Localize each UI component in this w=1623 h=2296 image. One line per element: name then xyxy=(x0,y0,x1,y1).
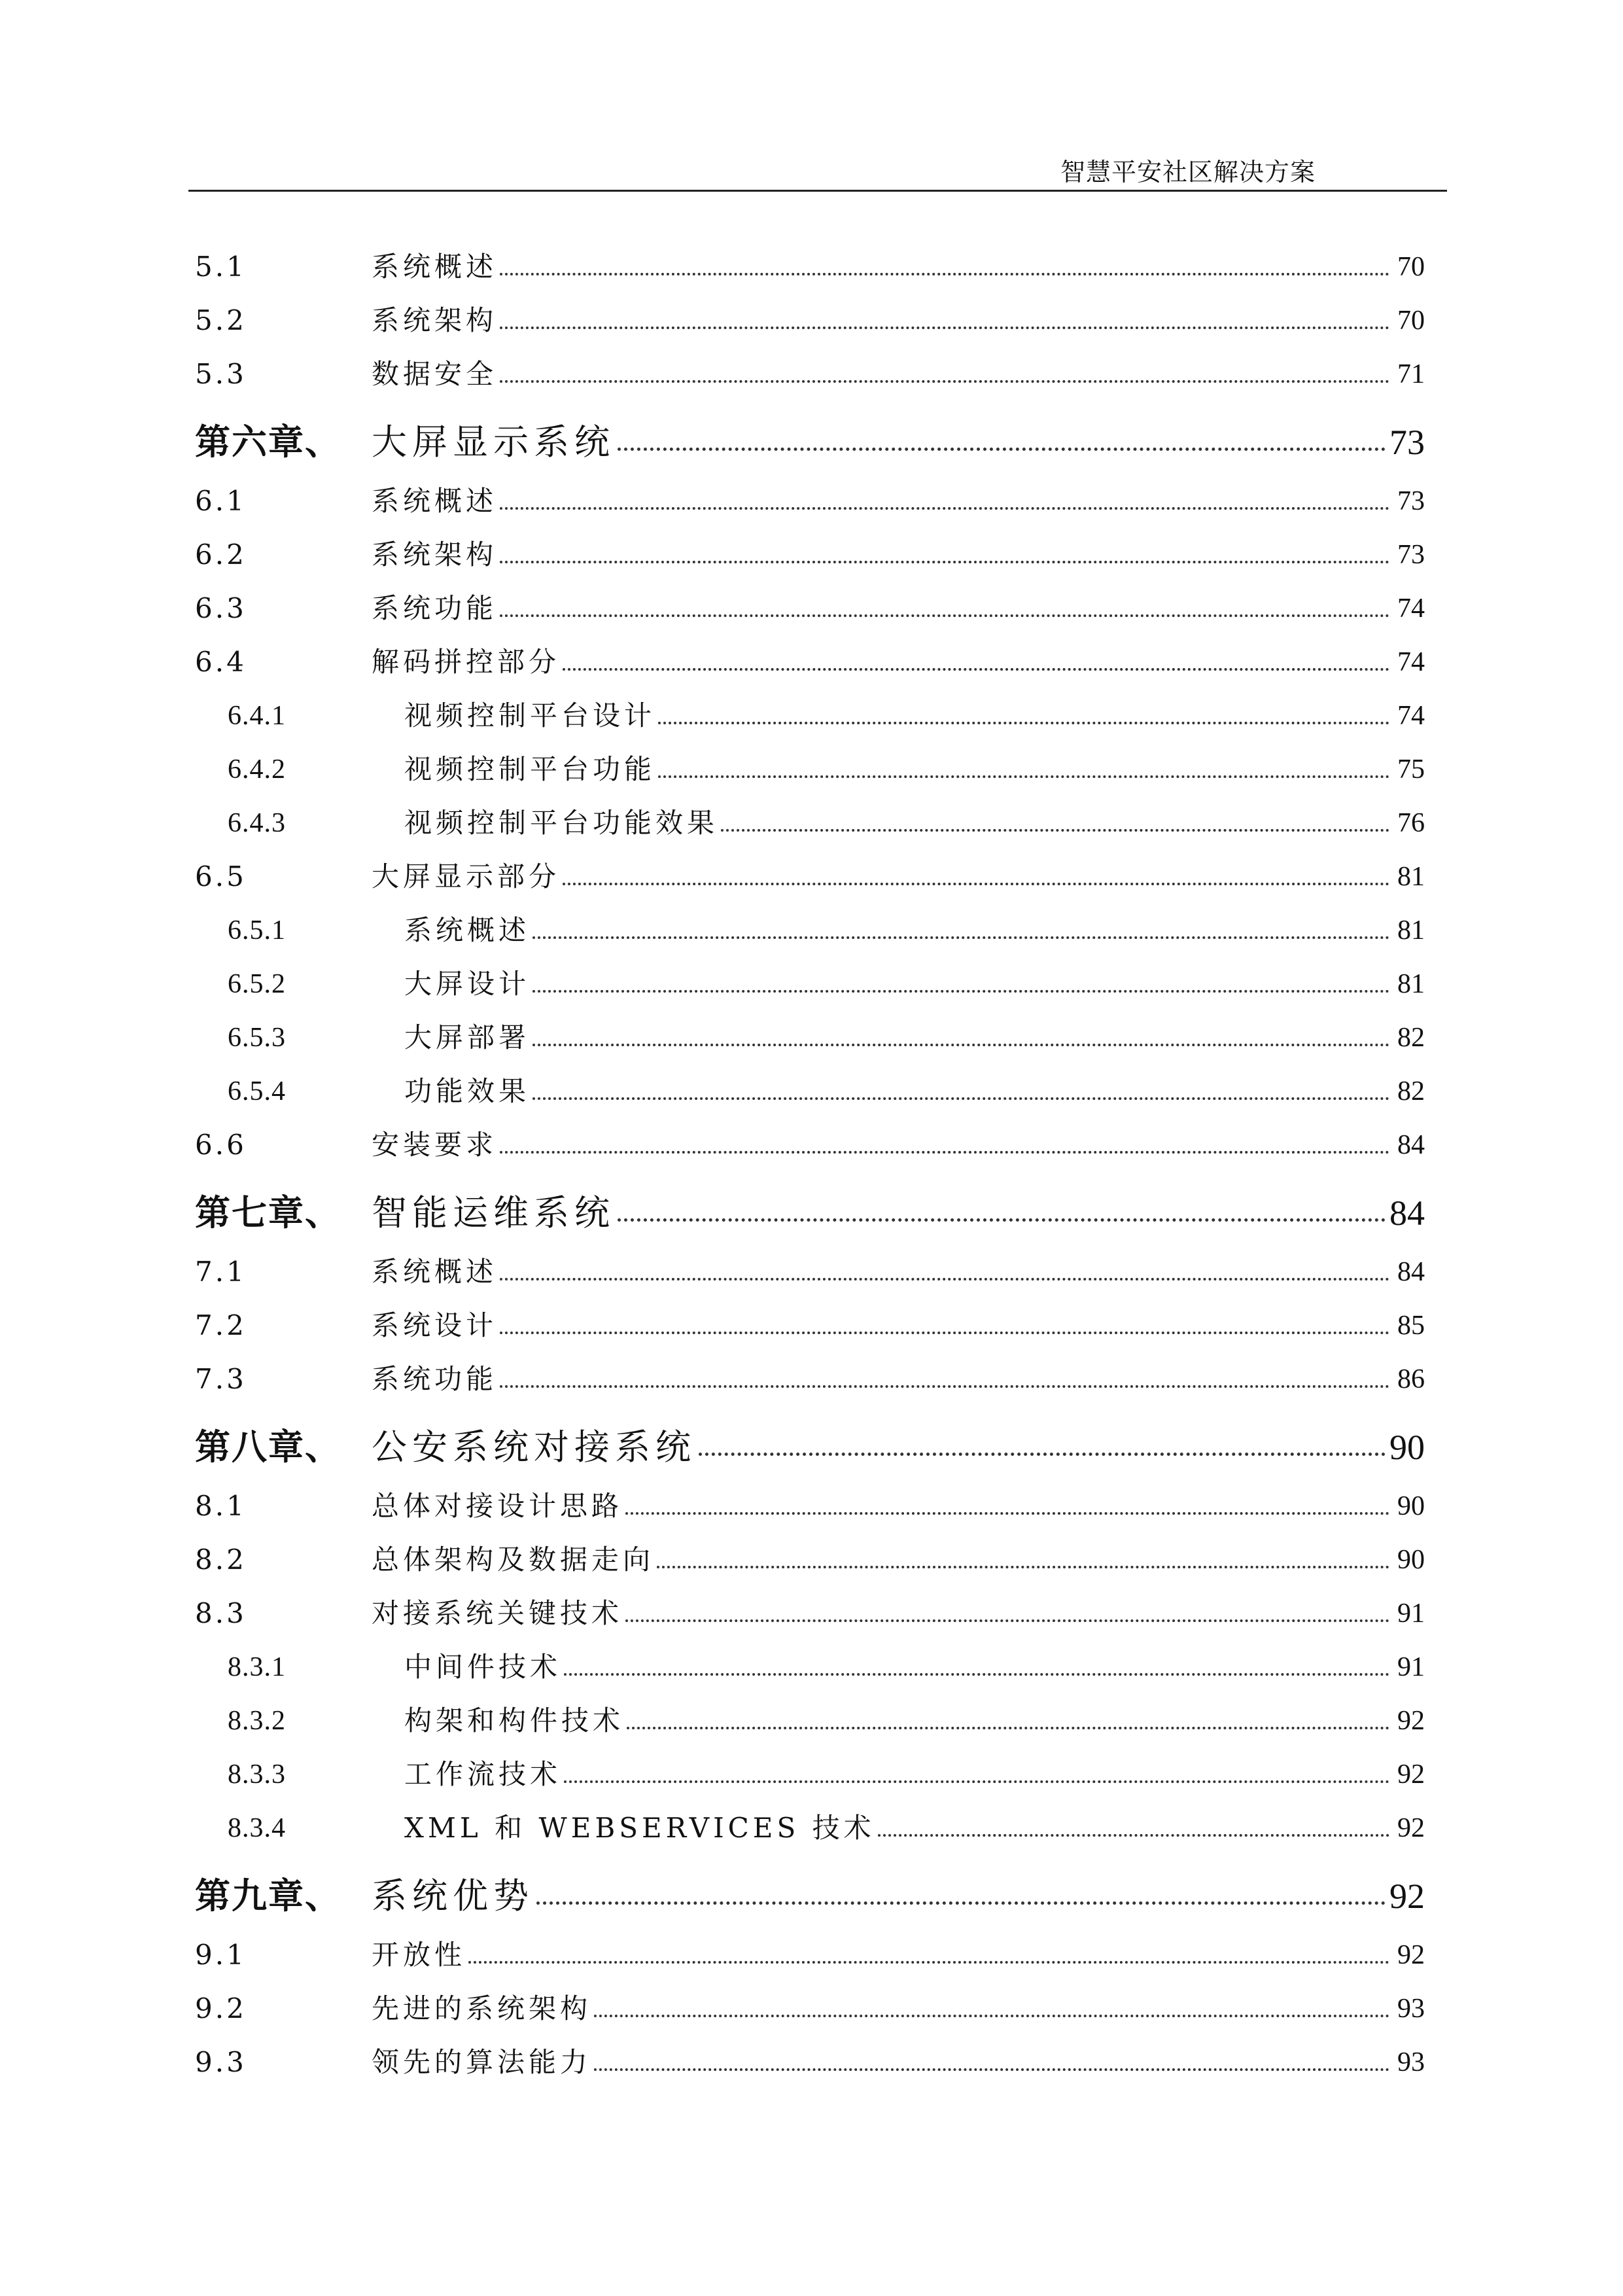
toc-entry[interactable] xyxy=(195,1686,1425,1740)
toc-entry-page-number: 74 xyxy=(1397,701,1425,731)
toc-entry-title: 领先的算法能力 xyxy=(372,2046,592,2078)
toc-entry[interactable] xyxy=(195,681,1425,735)
toc-entry-number: 6.4 xyxy=(195,646,247,678)
toc-dot-leader xyxy=(500,380,1389,383)
toc-dot-leader xyxy=(721,829,1389,832)
toc-dot-leader xyxy=(536,1901,1386,1905)
toc-entry-number: 第七章、 xyxy=(195,1192,341,1233)
toc-entry-title: XML 和 WEBSERVICES 技术 xyxy=(404,1812,875,1844)
toc-dot-leader xyxy=(500,273,1389,275)
toc-entry-number: 8.3.4 xyxy=(228,1813,286,1843)
toc-chapter-entry[interactable] xyxy=(195,1398,1425,1472)
toc-entry-title: 系统架构 xyxy=(372,539,498,571)
toc-entry[interactable] xyxy=(195,1345,1425,1398)
toc-entry-page-number: 74 xyxy=(1397,593,1425,624)
toc-dot-leader xyxy=(878,1834,1389,1837)
toc-entry-page-number: 92 xyxy=(1389,1877,1425,1916)
toc-entry-page-number: 82 xyxy=(1397,1076,1425,1106)
toc-entry[interactable] xyxy=(195,1974,1425,2028)
toc-dot-leader xyxy=(500,1151,1389,1154)
toc-dot-leader xyxy=(625,1512,1389,1515)
toc-entry-title: 大屏显示部分 xyxy=(372,860,561,892)
toc-entry-title: 系统概述 xyxy=(372,485,498,517)
toc-entry-number: 6.2 xyxy=(195,539,247,571)
toc-entry[interactable] xyxy=(195,520,1425,574)
toc-chapter-entry[interactable] xyxy=(195,1847,1425,1920)
toc-entry[interactable] xyxy=(195,1579,1425,1633)
toc-entry-page-number: 92 xyxy=(1397,1706,1425,1736)
toc-entry[interactable] xyxy=(195,788,1425,842)
toc-entry-page-number: 81 xyxy=(1397,969,1425,999)
toc-entry-title: 系统架构 xyxy=(372,304,498,336)
toc-entry[interactable] xyxy=(195,1793,1425,1847)
toc-entry-page-number: 93 xyxy=(1397,1994,1425,2024)
toc-entry-title: 解码拼控部分 xyxy=(372,646,561,678)
toc-entry-title: 先进的系统架构 xyxy=(372,1992,592,2024)
toc-entry-page-number: 76 xyxy=(1397,808,1425,838)
toc-entry-number: 6.3 xyxy=(195,592,247,624)
toc-entry-title: 功能效果 xyxy=(404,1075,531,1107)
toc-entry[interactable] xyxy=(195,1110,1425,1164)
toc-entry-title: 系统优势 xyxy=(372,1875,534,1916)
toc-entry-number: 9.1 xyxy=(195,1939,247,1971)
toc-chapter-entry[interactable] xyxy=(195,393,1425,467)
toc-entry-title: 数据安全 xyxy=(372,358,498,390)
toc-entry[interactable] xyxy=(195,286,1425,340)
toc-entry-number: 9.3 xyxy=(195,2046,247,2078)
toc-dot-leader xyxy=(657,1566,1389,1568)
toc-entry-number: 第六章、 xyxy=(195,421,341,463)
toc-entry-title: 构架和构件技术 xyxy=(404,1704,625,1737)
toc-entry-title: 公安系统对接系统 xyxy=(372,1426,696,1468)
document-header-title: 智慧平安社区解决方案 xyxy=(1060,158,1316,186)
toc-entry-number: 8.3.1 xyxy=(228,1652,286,1682)
toc-dot-leader xyxy=(627,1727,1389,1729)
toc-entry-page-number: 92 xyxy=(1397,1759,1425,1790)
toc-entry-number: 6.5.2 xyxy=(228,969,286,999)
toc-dot-leader xyxy=(563,668,1389,671)
toc-entry-number: 8.3.2 xyxy=(228,1706,286,1736)
toc-entry[interactable] xyxy=(195,1920,1425,1974)
toc-entry-title: 系统功能 xyxy=(372,1363,498,1395)
toc-dot-leader xyxy=(594,2015,1389,2017)
table-of-contents xyxy=(195,232,1425,2081)
toc-entry-number: 7.3 xyxy=(195,1363,247,1395)
toc-entry-page-number: 92 xyxy=(1397,1940,1425,1970)
toc-entry-page-number: 75 xyxy=(1397,754,1425,785)
toc-entry[interactable] xyxy=(195,2028,1425,2081)
toc-chapter-entry[interactable] xyxy=(195,1164,1425,1237)
toc-entry-number: 8.1 xyxy=(195,1490,247,1522)
toc-dot-leader xyxy=(625,1619,1389,1622)
toc-dot-leader xyxy=(468,1961,1389,1964)
toc-entry-page-number: 71 xyxy=(1397,359,1425,389)
toc-entry-number: 5.2 xyxy=(195,304,247,336)
toc-entry-number: 6.6 xyxy=(195,1129,247,1161)
toc-entry-title: 总体架构及数据走向 xyxy=(372,1544,655,1576)
toc-entry-page-number: 70 xyxy=(1397,252,1425,282)
toc-entry[interactable] xyxy=(195,340,1425,393)
toc-entry-page-number: 91 xyxy=(1397,1598,1425,1629)
toc-entry-page-number: 82 xyxy=(1397,1023,1425,1053)
toc-dot-leader xyxy=(618,1218,1386,1222)
toc-dot-leader xyxy=(564,1673,1389,1676)
toc-entry-number: 8.3.3 xyxy=(228,1759,286,1790)
toc-entry[interactable] xyxy=(195,1525,1425,1579)
toc-entry-title: 大屏部署 xyxy=(404,1021,531,1053)
toc-entry-title: 系统设计 xyxy=(372,1309,498,1341)
toc-entry-page-number: 86 xyxy=(1397,1364,1425,1394)
toc-dot-leader xyxy=(658,722,1389,724)
toc-dot-leader xyxy=(500,561,1389,563)
toc-entry-title: 智能运维系统 xyxy=(372,1192,615,1233)
toc-entry[interactable] xyxy=(195,1472,1425,1525)
toc-entry-number: 5.3 xyxy=(195,358,247,390)
toc-entry[interactable] xyxy=(195,574,1425,627)
toc-entry-number: 6.4.2 xyxy=(228,754,286,785)
toc-entry-number: 6.5.4 xyxy=(228,1076,286,1106)
toc-entry-title: 中间件技术 xyxy=(404,1651,562,1683)
toc-entry-page-number: 90 xyxy=(1389,1428,1425,1467)
toc-dot-leader xyxy=(500,327,1389,329)
toc-entry-page-number: 93 xyxy=(1397,2047,1425,2077)
toc-entry[interactable] xyxy=(195,1291,1425,1345)
toc-entry[interactable] xyxy=(195,1740,1425,1793)
toc-entry[interactable] xyxy=(195,1633,1425,1686)
toc-entry-number: 7.1 xyxy=(195,1256,247,1288)
toc-entry-page-number: 90 xyxy=(1397,1491,1425,1521)
toc-entry-number: 6.5 xyxy=(195,860,247,892)
toc-entry[interactable] xyxy=(195,232,1425,286)
toc-entry[interactable] xyxy=(195,842,1425,896)
toc-entry-number: 5.1 xyxy=(195,251,247,283)
toc-entry-number: 7.2 xyxy=(195,1309,247,1341)
toc-entry-title: 系统概述 xyxy=(372,251,498,283)
toc-entry[interactable] xyxy=(195,896,1425,949)
toc-dot-leader xyxy=(564,1780,1389,1783)
toc-dot-leader xyxy=(500,1385,1389,1388)
toc-dot-leader xyxy=(532,1097,1389,1100)
toc-entry-number: 6.4.3 xyxy=(228,808,286,838)
toc-entry-page-number: 91 xyxy=(1397,1652,1425,1682)
toc-entry-title: 系统功能 xyxy=(372,592,498,624)
toc-entry-page-number: 73 xyxy=(1397,486,1425,516)
toc-entry-page-number: 85 xyxy=(1397,1311,1425,1341)
toc-entry-title: 大屏显示系统 xyxy=(372,421,615,463)
toc-entry[interactable] xyxy=(195,1057,1425,1110)
toc-entry-page-number: 73 xyxy=(1389,423,1425,462)
toc-entry-page-number: 92 xyxy=(1397,1813,1425,1843)
toc-entry-page-number: 84 xyxy=(1397,1257,1425,1287)
toc-entry[interactable] xyxy=(195,1003,1425,1057)
toc-dot-leader xyxy=(532,936,1389,939)
toc-entry-title: 工作流技术 xyxy=(404,1758,562,1790)
toc-entry-page-number: 90 xyxy=(1397,1545,1425,1575)
toc-dot-leader xyxy=(594,2068,1389,2071)
toc-entry-title: 大屏设计 xyxy=(404,968,531,1000)
toc-entry[interactable] xyxy=(195,467,1425,520)
toc-entry-title: 安装要求 xyxy=(372,1129,498,1161)
toc-dot-leader xyxy=(500,1278,1389,1280)
toc-entry-number: 6.5.3 xyxy=(228,1023,286,1053)
toc-entry-title: 视频控制平台功能效果 xyxy=(404,807,719,839)
toc-entry[interactable] xyxy=(195,1237,1425,1291)
toc-dot-leader xyxy=(618,448,1386,451)
toc-dot-leader xyxy=(500,614,1389,617)
toc-entry-page-number: 73 xyxy=(1397,540,1425,570)
toc-entry[interactable] xyxy=(195,627,1425,681)
toc-entry-number: 第九章、 xyxy=(195,1875,341,1916)
toc-entry-title: 对接系统关键技术 xyxy=(372,1597,623,1629)
toc-dot-leader xyxy=(563,883,1389,885)
toc-entry-title: 系统概述 xyxy=(404,914,531,946)
toc-entry-page-number: 84 xyxy=(1397,1130,1425,1160)
toc-entry-title: 系统概述 xyxy=(372,1256,498,1288)
toc-dot-leader xyxy=(658,775,1389,778)
toc-entry-number: 8.3 xyxy=(195,1597,247,1629)
toc-entry-page-number: 81 xyxy=(1397,915,1425,945)
toc-dot-leader xyxy=(699,1453,1386,1456)
toc-entry-page-number: 74 xyxy=(1397,647,1425,677)
toc-dot-leader xyxy=(532,1044,1389,1046)
toc-entry[interactable] xyxy=(195,949,1425,1003)
toc-entry-number: 6.1 xyxy=(195,485,247,517)
toc-dot-leader xyxy=(500,507,1389,510)
toc-entry-title: 开放性 xyxy=(372,1939,466,1971)
toc-entry-number: 6.4.1 xyxy=(228,701,286,731)
toc-entry-page-number: 70 xyxy=(1397,306,1425,336)
header-divider xyxy=(188,190,1447,192)
toc-entry[interactable] xyxy=(195,735,1425,788)
toc-entry-number: 8.2 xyxy=(195,1544,247,1576)
toc-entry-page-number: 84 xyxy=(1389,1193,1425,1233)
toc-entry-number: 6.5.1 xyxy=(228,915,286,945)
toc-entry-title: 总体对接设计思路 xyxy=(372,1490,623,1522)
toc-dot-leader xyxy=(500,1332,1389,1334)
toc-dot-leader xyxy=(532,990,1389,993)
toc-entry-title: 视频控制平台功能 xyxy=(404,753,656,785)
toc-entry-number: 第八章、 xyxy=(195,1426,341,1468)
toc-entry-page-number: 81 xyxy=(1397,862,1425,892)
toc-entry-number: 9.2 xyxy=(195,1992,247,2024)
toc-entry-title: 视频控制平台设计 xyxy=(404,699,656,732)
